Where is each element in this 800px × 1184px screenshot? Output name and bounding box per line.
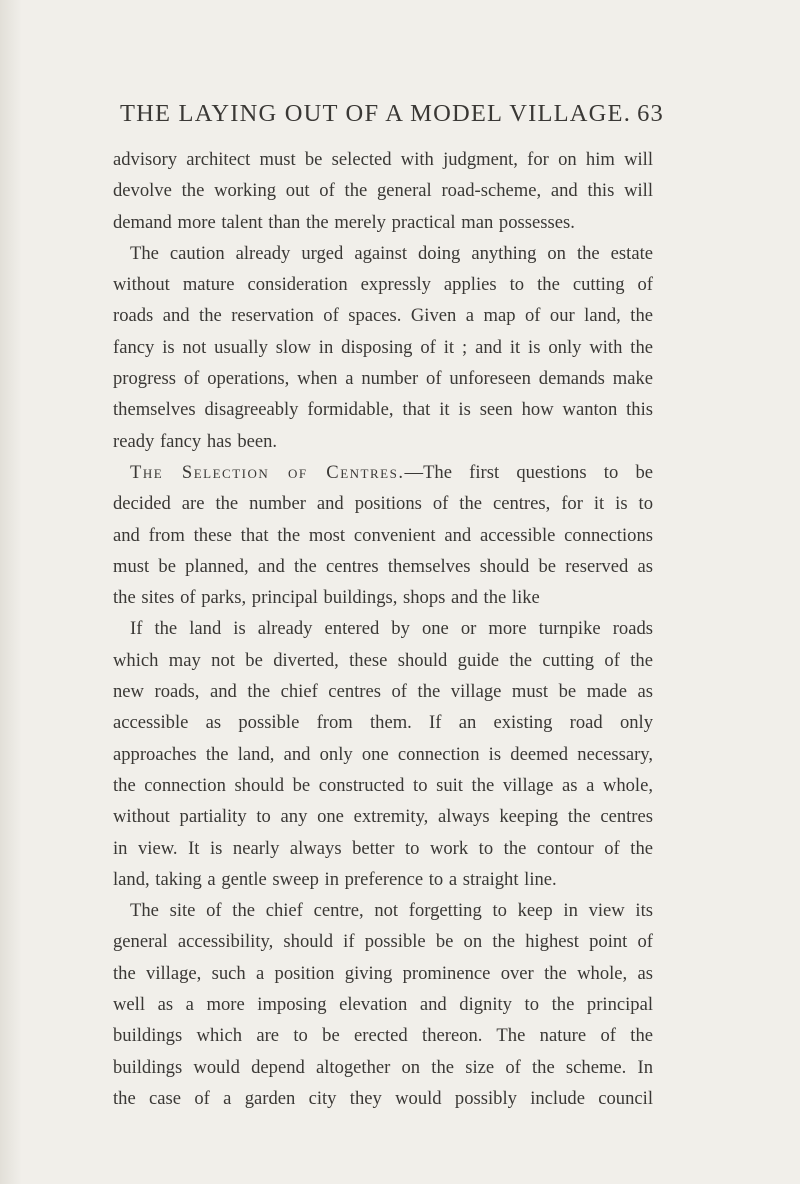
- text-line: the sites of parks, principal buildings, shops and the like: [113, 587, 540, 609]
- text-line: progress of operations, when a number of unforeseen demands make: [113, 368, 653, 390]
- text-line: the case of a garden city they would possibly include council: [113, 1087, 653, 1109]
- text-line: devolve the working out of the general road-scheme, and this will: [113, 180, 653, 202]
- text-line: new roads, and the chief centres of the village must be made as: [113, 681, 653, 703]
- running-header: [120, 100, 664, 128]
- text-line: The site of the chief centre, not forgetting to keep in view its: [130, 900, 653, 922]
- text-line: approaches the land, and only one connection is deemed necessary,: [113, 743, 653, 765]
- text-line: decided are the number and positions of the centres, for it is to: [113, 493, 653, 515]
- text-line: The caution already urged against doing anything on the estate: [130, 242, 653, 264]
- section-heading-continuation: —The first questions to be: [404, 461, 653, 483]
- text-line: advisory architect must be selected with judgment, for on him will: [113, 149, 653, 170]
- text-line: well as a more imposing elevation and dignity to the principal: [113, 994, 653, 1016]
- text-line: demand more talent than the merely practical man possesses.: [113, 211, 575, 233]
- body-text: [113, 144, 653, 1114]
- text-line: without partiality to any one extremity, always keeping the centres: [113, 806, 653, 828]
- page-number: 63: [637, 100, 664, 127]
- text-line: land, taking a gentle sweep in preference to a straight line.: [113, 868, 557, 890]
- text-line: accessible as possible from them. If an existing road only: [113, 712, 653, 734]
- text-line: themselves disagreeably formidable, that it is seen how wanton this: [113, 399, 653, 421]
- text-line: If the land is already entered by one or more turnpike roads: [130, 618, 653, 640]
- text-line: and from these that the most convenient and accessible connections: [113, 524, 653, 546]
- section-heading: The Selection of Centres.: [130, 461, 405, 483]
- text-line: buildings would depend altogether on the size of the scheme. In: [113, 1056, 653, 1078]
- text-line: without mature consideration expressly applies to the cutting of: [113, 274, 653, 296]
- text-line: general accessibility, should if possible be on the highest point of: [113, 931, 653, 953]
- text-line: ready fancy has been.: [113, 430, 278, 452]
- text-line: in view. It is nearly always better to work to the contour of the: [113, 837, 653, 859]
- text-line: fancy is not usually slow in disposing of it ; and it is only with the: [113, 336, 653, 358]
- text-line: the connection should be constructed to suit the village as a whole,: [113, 774, 653, 796]
- page-edge-shadow: [0, 0, 22, 1184]
- text-line: roads and the reservation of spaces. Given a map of our land, the: [113, 305, 653, 327]
- chapter-title: THE LAYING OUT OF A MODEL VILLAGE.: [120, 100, 632, 127]
- text-line: the village, such a position giving prominence over the whole, as: [113, 962, 653, 984]
- text-line: which may not be diverted, these should guide the cutting of the: [113, 649, 653, 671]
- text-line: buildings which are to be erected thereon. The nature of the: [113, 1025, 653, 1047]
- text-line: must be planned, and the centres themselves should be reserved as: [113, 555, 653, 577]
- section-heading-line: [113, 457, 653, 488]
